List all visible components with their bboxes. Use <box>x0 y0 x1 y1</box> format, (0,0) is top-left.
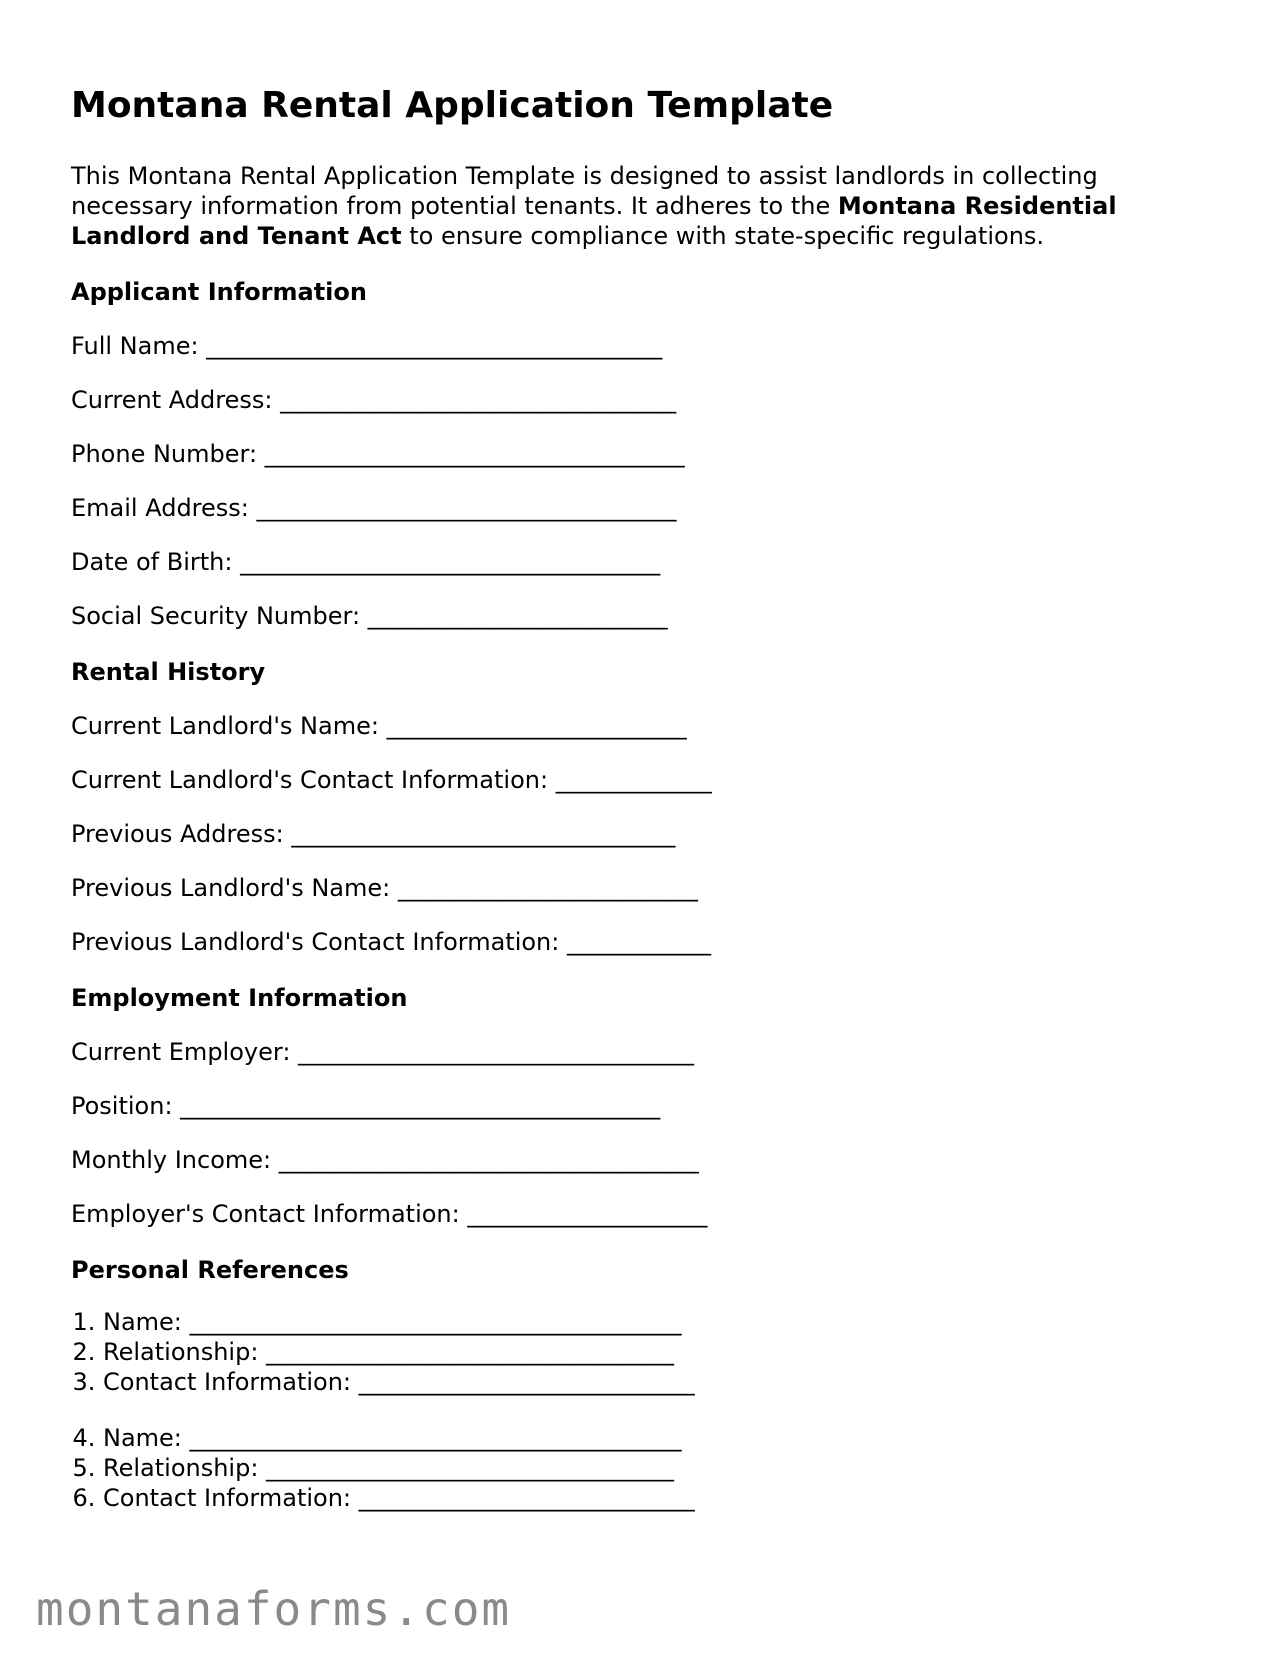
email-address-field[interactable]: Email Address: ___________________________________ <box>71 494 677 523</box>
ssn-field[interactable]: Social Security Number: _________________________ <box>71 602 668 631</box>
site-watermark: montanaforms.com <box>36 1582 512 1636</box>
employer-contact-field[interactable]: Employer's Contact Information: ____________________ <box>71 1200 708 1229</box>
applicant-heading: Applicant Information <box>71 278 367 307</box>
intro-text-start: This Montana Rental Application Template is designed to assist landlords in collecting necessary information from potential tenants. It adheres to the <box>71 162 1098 221</box>
previous-landlord-name-field[interactable]: Previous Landlord's Name: _________________________ <box>71 874 698 903</box>
current-landlord-contact-field[interactable]: Current Landlord's Contact Information: _____________ <box>71 766 712 795</box>
previous-address-field[interactable]: Previous Address: ________________________________ <box>71 820 676 849</box>
current-address-field[interactable]: Current Address: _________________________________ <box>71 386 677 415</box>
current-employer-field[interactable]: Current Employer: _________________________________ <box>71 1038 695 1067</box>
reference-1-contact-field[interactable]: 3. Contact Information: ____________________________ <box>103 1367 1221 1397</box>
reference-2-name-field[interactable]: 4. Name: _________________________________________ <box>103 1423 1221 1453</box>
employment-heading: Employment Information <box>71 984 408 1013</box>
reference-1-relationship-field[interactable]: 2. Relationship: __________________________________ <box>103 1337 1221 1367</box>
phone-number-field[interactable]: Phone Number: ___________________________________ <box>71 440 685 469</box>
position-field[interactable]: Position: ________________________________________ <box>71 1092 661 1121</box>
previous-landlord-contact-field[interactable]: Previous Landlord's Contact Information: ____________ <box>71 928 711 957</box>
current-landlord-name-field[interactable]: Current Landlord's Name: _________________________ <box>71 712 687 741</box>
reference-1-name-field[interactable]: 1. Name: _________________________________________ <box>103 1307 1221 1337</box>
page-title: Montana Rental Application Template <box>71 85 834 126</box>
intro-text-bold: Montana Residential Landlord and Tenant Act <box>71 192 1117 251</box>
references-list-1 <box>71 1307 1221 1397</box>
full-name-field[interactable]: Full Name: ______________________________________ <box>71 332 663 361</box>
rental-history-heading: Rental History <box>71 658 266 687</box>
intro-paragraph <box>71 161 1221 251</box>
intro-text-end: to ensure compliance with state-specific regulations. <box>401 222 1045 251</box>
monthly-income-field[interactable]: Monthly Income: ___________________________________ <box>71 1146 699 1175</box>
reference-2-contact-field[interactable]: 6. Contact Information: ____________________________ <box>103 1483 1221 1513</box>
references-heading: Personal References <box>71 1256 349 1285</box>
reference-2-relationship-field[interactable]: 5. Relationship: __________________________________ <box>103 1453 1221 1483</box>
references-list-2 <box>71 1423 1221 1513</box>
date-of-birth-field[interactable]: Date of Birth: ___________________________________ <box>71 548 661 577</box>
document-page <box>71 84 1221 1513</box>
